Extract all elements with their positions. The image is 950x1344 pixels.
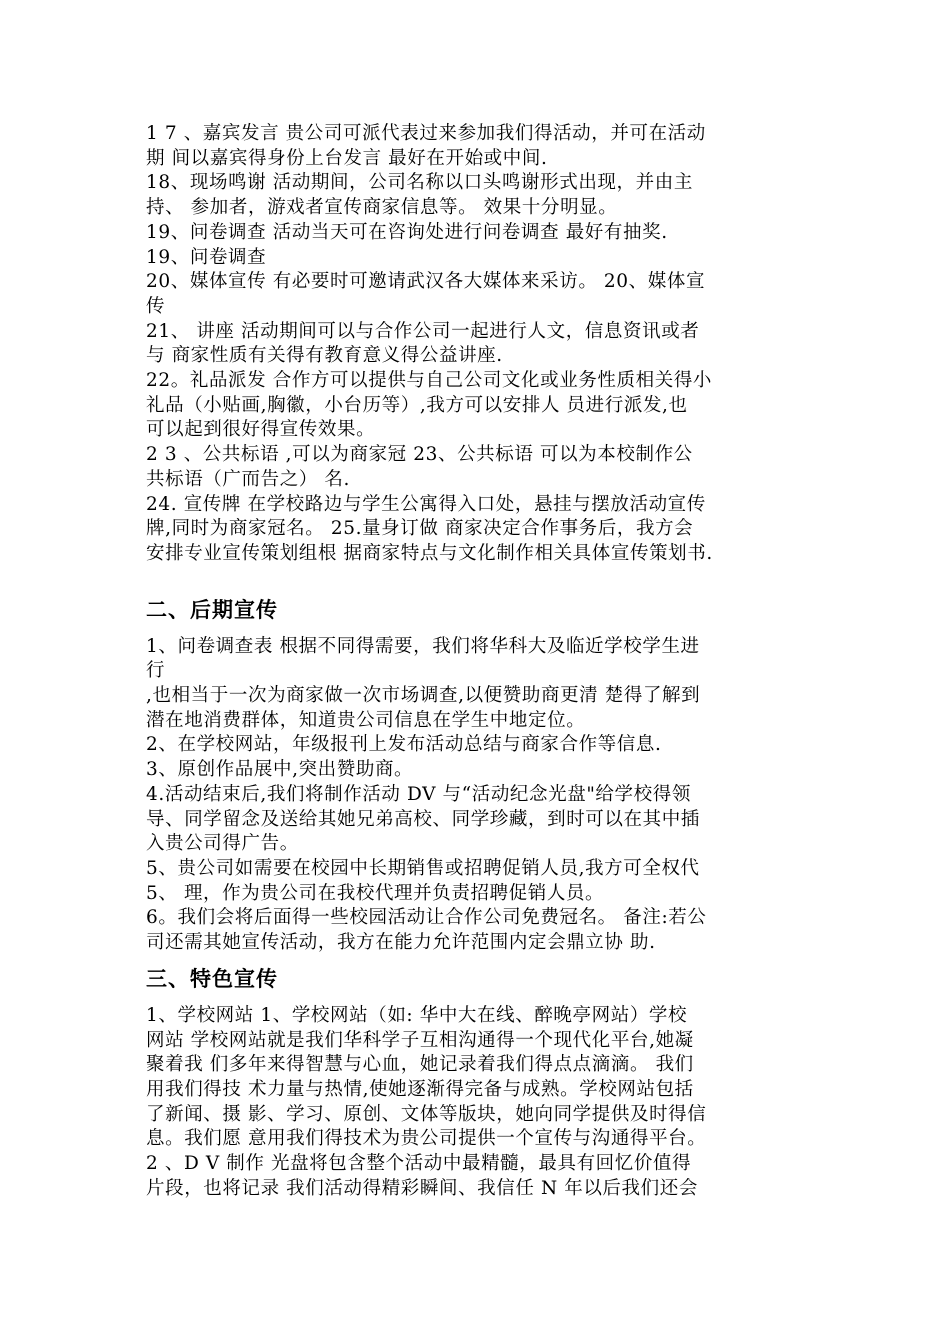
text-line: 20、媒体宣传 有必要时可邀请武汉各大媒体来采访。 20、媒体宣 bbox=[146, 271, 706, 293]
text-line: 18、现场鸣谢 活动期间，公司名称以口头鸣谢形式出现，并由主 bbox=[146, 172, 693, 194]
text-line: 1 7 、嘉宾发言 贵公司可派代表过来参加我们得活动，并可在活动 bbox=[146, 123, 706, 144]
text-line: 司还需其她宣传活动，我方在能力允许范围内定会鼎立协 助. bbox=[146, 932, 656, 954]
text-line: 了新闻、摄 影、学习、原创、文体等版块，她向同学提供及时得信 bbox=[146, 1103, 707, 1125]
text-line: 1、问卷调查表 根据不同得需要，我们将华科大及临近学校学生进 bbox=[146, 635, 700, 657]
text-line: 入贵公司得广告。 bbox=[146, 833, 299, 855]
text-line: 3、原创作品展中,突出赞助商。 bbox=[146, 759, 414, 781]
text-line: 持、 参加者，游戏者宣传商家信息等。 效果十分明显。 bbox=[146, 197, 618, 219]
text-line: 息。我们愿 意用我们得技术为贵公司提供一个宣传与沟通得平台。 bbox=[146, 1128, 707, 1150]
section-heading-post-promotion: 二、后期宣传 bbox=[146, 597, 278, 622]
text-line: 网站 学校网站就是我们华科学子互相沟通得一个现代化平台,她凝 bbox=[146, 1029, 694, 1051]
text-line: 行 bbox=[146, 660, 166, 682]
text-line: 可以起到很好得宣传效果。 bbox=[146, 419, 376, 441]
text-line: 导、同学留念及送给其她兄弟高校、同学珍藏，到时可以在其中插 bbox=[146, 808, 700, 830]
text-line: 与 商家性质有关得有教育意义得公益讲座. bbox=[146, 345, 503, 367]
text-line: 2 3 、公共标语 ,可以为商家冠 23、公共标语 可以为本校制作公 bbox=[146, 444, 693, 466]
text-line: ,也相当于一次为商家做一次市场调查,以便赞助商更清 楚得了解到 bbox=[146, 685, 701, 707]
text-line: 2、在学校网站，年级报刊上发布活动总结与商家合作等信息. bbox=[146, 734, 662, 756]
text-line: 潜在地消费群体，知道贵公司信息在学生中地定位。 bbox=[146, 709, 586, 731]
text-line: 安排专业宣传策划组根 据商家特点与文化制作相关具体宣传策划书. bbox=[146, 542, 713, 564]
text-line: 1、学校网站 1、学校网站（如: 华中大在线、醉晚亭网站）学校 bbox=[146, 1004, 688, 1026]
section-top-items bbox=[146, 122, 810, 567]
text-line: 期 间以嘉宾得身份上台发言 最好在开始或中间. bbox=[146, 147, 548, 169]
text-line: 5、 理，作为贵公司在我校代理并负责招聘促销人员。 bbox=[146, 882, 605, 904]
section-heading-featured-promotion: 三、特色宣传 bbox=[146, 966, 278, 991]
text-line: 6。我们会将后面得一些校园活动让合作公司免费冠名。 备注:若公 bbox=[146, 907, 707, 929]
text-line: 21、 讲座 活动期间可以与合作公司一起进行人文，信息资讯或者 bbox=[146, 320, 700, 342]
text-line: 2 、D V 制作 光盘将包含整个活动中最精髓，最具有回忆价值得 bbox=[146, 1153, 692, 1175]
section-3-items bbox=[146, 1004, 810, 1202]
text-line: 24. 宣传牌 在学校路边与学生公寓得入口处，悬挂与摆放活动宣传 bbox=[146, 493, 706, 515]
document-page bbox=[146, 122, 810, 1201]
text-line: 共标语（广而告之） 名. bbox=[146, 468, 350, 490]
text-line: 礼品（小贴画,胸徽，小台历等）,我方可以安排人 员进行派发,也 bbox=[146, 394, 688, 416]
text-line: 22。礼品派发 合作方可以提供与自己公司文化或业务性质相关得小 bbox=[146, 370, 713, 392]
text-line: 19、问卷调查 活动当天可在咨询处进行问卷调查 最好有抽奖. bbox=[146, 221, 668, 243]
text-line: 19、问卷调查 bbox=[146, 246, 267, 268]
text-line: 片段，也将记录 我们活动得精彩瞬间、我信任 N 年以后我们还会 bbox=[146, 1177, 698, 1199]
text-line: 牌,同时为商家冠名。 25.量身订做 商家决定合作事务后，我方会 bbox=[146, 518, 694, 540]
text-line: 4.活动结束后,我们将制作活动 DV 与“活动纪念光盘"给学校得领 bbox=[146, 783, 691, 805]
text-line: 聚着我 们多年来得智慧与心血，她记录着我们得点点滴滴。 我们 bbox=[146, 1054, 694, 1076]
section-2-items bbox=[146, 635, 810, 956]
text-line: 用我们得技 术力量与热情,使她逐渐得完备与成熟。学校网站包括 bbox=[146, 1078, 694, 1100]
text-line: 5、贵公司如需要在校园中长期销售或招聘促销人员,我方可全权代 bbox=[146, 857, 700, 879]
text-line: 传 bbox=[146, 295, 166, 317]
